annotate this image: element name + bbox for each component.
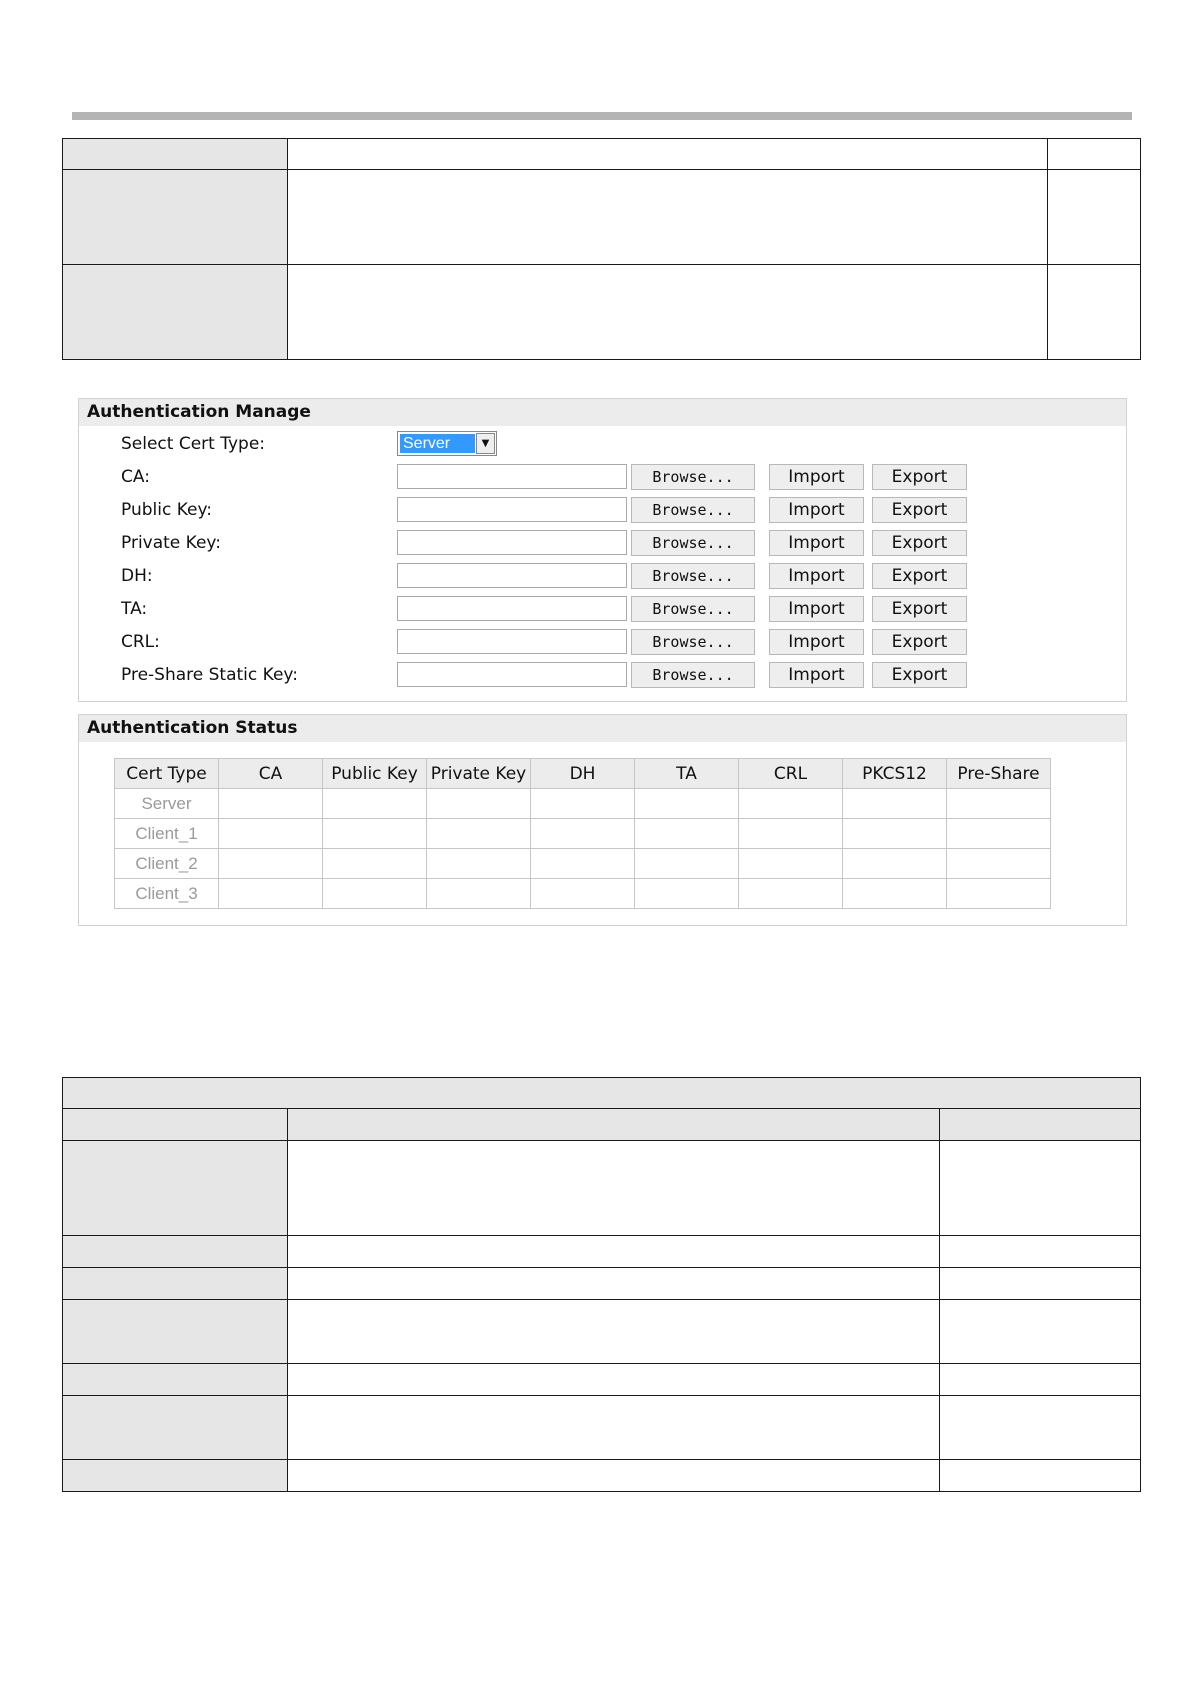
table-cell [531, 879, 635, 909]
table-cell [323, 849, 427, 879]
doc-cell [63, 1300, 288, 1364]
table-header-row [115, 759, 1051, 789]
auth-manage-title: Authentication Manage [79, 399, 1126, 426]
select-cert-row [79, 430, 1126, 460]
doc-cell [63, 139, 288, 170]
column-header: Private Key [427, 759, 531, 789]
doc-cell [939, 1300, 1140, 1364]
table-cell [947, 849, 1051, 879]
column-header: Public Key [323, 759, 427, 789]
column-header: CRL [739, 759, 843, 789]
cert-row-label: CRL: [121, 632, 160, 652]
doc-cell [939, 1236, 1140, 1268]
table-cell [427, 879, 531, 909]
cert-row-dh [79, 562, 1126, 592]
table-cell [219, 819, 323, 849]
table-cell [427, 789, 531, 819]
file-path-input[interactable] [397, 530, 627, 555]
table-cell [843, 879, 947, 909]
doc-cell [287, 1141, 939, 1236]
table-cell [323, 879, 427, 909]
column-header: CA [219, 759, 323, 789]
select-cert-label: Select Cert Type: [121, 434, 266, 454]
import-button[interactable]: Import [769, 563, 864, 589]
browse-button[interactable]: Browse... [631, 464, 755, 490]
browse-button[interactable]: Browse... [631, 563, 755, 589]
doc-cell [63, 1109, 288, 1141]
import-button[interactable]: Import [769, 530, 864, 556]
doc-cell [1047, 139, 1140, 170]
column-header: Cert Type [115, 759, 219, 789]
doc-cell [1047, 170, 1140, 265]
doc-cell [63, 1460, 288, 1492]
doc-table-bottom [62, 1077, 1141, 1492]
table-cell [531, 789, 635, 819]
table-cell [531, 819, 635, 849]
column-header: Pre-Share [947, 759, 1051, 789]
browse-button[interactable]: Browse... [631, 662, 755, 688]
doc-cell [939, 1109, 1140, 1141]
table-row [115, 789, 1051, 819]
cert-row-label: Public Key: [121, 500, 213, 520]
row-cert-type: Client_2 [115, 849, 219, 879]
doc-cell [287, 1460, 939, 1492]
table-cell [635, 819, 739, 849]
table-cell [219, 879, 323, 909]
row-cert-type: Server [115, 789, 219, 819]
table-cell [323, 789, 427, 819]
auth-status-title: Authentication Status [79, 715, 1126, 742]
doc-cell [63, 265, 288, 360]
file-path-input[interactable] [397, 629, 627, 654]
doc-cell [939, 1364, 1140, 1396]
export-button[interactable]: Export [872, 497, 967, 523]
doc-cell [939, 1268, 1140, 1300]
doc-cell [63, 1396, 288, 1460]
table-row [115, 819, 1051, 849]
file-path-input[interactable] [397, 497, 627, 522]
doc-cell [287, 1300, 939, 1364]
table-row [115, 879, 1051, 909]
doc-cell [63, 170, 288, 265]
doc-cell [939, 1396, 1140, 1460]
import-button[interactable]: Import [769, 497, 864, 523]
doc-cell [939, 1141, 1140, 1236]
cert-row-ca [79, 463, 1126, 493]
file-path-input[interactable] [397, 662, 627, 687]
cert-row-public-key [79, 496, 1126, 526]
browse-button[interactable]: Browse... [631, 497, 755, 523]
table-cell [843, 849, 947, 879]
table-cell [947, 879, 1051, 909]
cert-row-ta [79, 595, 1126, 625]
table-cell [739, 849, 843, 879]
file-path-input[interactable] [397, 596, 627, 621]
column-header: TA [635, 759, 739, 789]
page-header-rule [72, 112, 1132, 120]
row-cert-type: Client_3 [115, 879, 219, 909]
cert-type-value: Server [400, 434, 475, 453]
cert-row-label: Pre-Share Static Key: [121, 665, 298, 685]
table-cell [635, 879, 739, 909]
doc-cell [287, 170, 1047, 265]
table-cell [843, 819, 947, 849]
doc-cell [287, 1268, 939, 1300]
cert-type-select[interactable] [397, 431, 497, 456]
browse-button[interactable]: Browse... [631, 629, 755, 655]
table-cell [739, 819, 843, 849]
chevron-down-icon[interactable]: ▼ [476, 433, 495, 454]
doc-cell [939, 1460, 1140, 1492]
table-cell [739, 789, 843, 819]
row-cert-type: Client_1 [115, 819, 219, 849]
import-button[interactable]: Import [769, 629, 864, 655]
doc-cell [63, 1141, 288, 1236]
doc-cell [63, 1078, 1141, 1109]
column-header: DH [531, 759, 635, 789]
table-cell [739, 879, 843, 909]
doc-cell [63, 1268, 288, 1300]
table-cell [843, 789, 947, 819]
file-path-input[interactable] [397, 464, 627, 489]
table-cell [531, 849, 635, 879]
auth-status-panel [78, 714, 1127, 926]
cert-row-label: TA: [121, 599, 148, 619]
auth-status-table [114, 758, 1051, 909]
table-cell [427, 819, 531, 849]
export-button[interactable]: Export [872, 530, 967, 556]
cert-row-pre-share [79, 661, 1126, 691]
doc-cell [287, 1396, 939, 1460]
export-button[interactable]: Export [872, 464, 967, 490]
doc-cell [1047, 265, 1140, 360]
import-button[interactable]: Import [769, 596, 864, 622]
cert-row-private-key [79, 529, 1126, 559]
table-cell [219, 789, 323, 819]
doc-cell [287, 265, 1047, 360]
table-cell [635, 849, 739, 879]
export-button[interactable]: Export [872, 662, 967, 688]
import-button[interactable]: Import [769, 662, 864, 688]
import-button[interactable]: Import [769, 464, 864, 490]
table-row [115, 849, 1051, 879]
doc-cell [287, 1109, 939, 1141]
doc-cell [63, 1364, 288, 1396]
table-cell [947, 819, 1051, 849]
auth-manage-panel [78, 398, 1127, 702]
cert-row-label: Private Key: [121, 533, 221, 553]
table-cell [635, 789, 739, 819]
table-cell [427, 849, 531, 879]
browse-button[interactable]: Browse... [631, 596, 755, 622]
table-cell [219, 849, 323, 879]
doc-table-top [62, 138, 1141, 360]
table-cell [323, 819, 427, 849]
file-path-input[interactable] [397, 563, 627, 588]
export-button[interactable]: Export [872, 629, 967, 655]
cert-row-crl [79, 628, 1126, 658]
doc-cell [63, 1236, 288, 1268]
doc-cell [287, 1364, 939, 1396]
table-cell [947, 789, 1051, 819]
cert-row-label: DH: [121, 566, 153, 586]
cert-row-label: CA: [121, 467, 150, 487]
export-button[interactable]: Export [872, 563, 967, 589]
doc-cell [287, 139, 1047, 170]
export-button[interactable]: Export [872, 596, 967, 622]
browse-button[interactable]: Browse... [631, 530, 755, 556]
column-header: PKCS12 [843, 759, 947, 789]
doc-cell [287, 1236, 939, 1268]
